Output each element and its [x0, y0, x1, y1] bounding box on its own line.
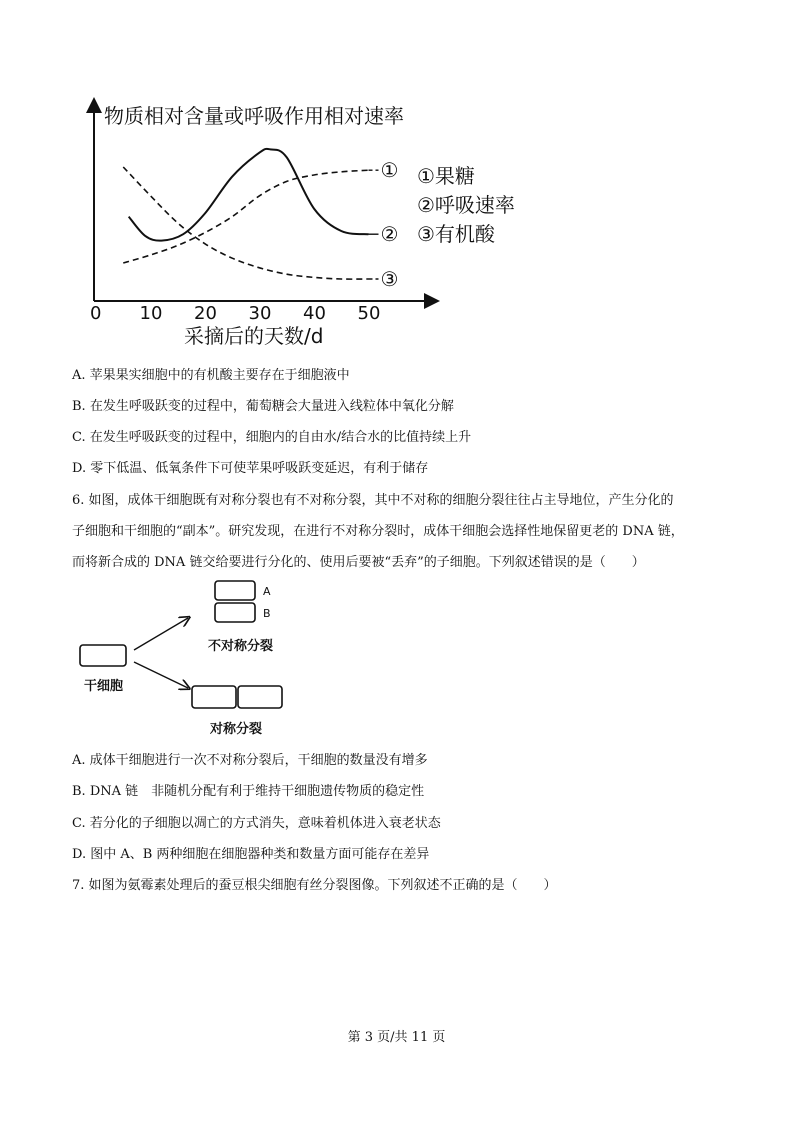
- q6-option-b: B. DNA 链 非随机分配有利于维持干细胞遗传物质的稳定性: [72, 784, 425, 799]
- symmetric-division-label: 对称分裂: [210, 722, 263, 737]
- q6-stem-line-1: 6. 如图，成体干细胞既有对称分裂也有不对称分裂，其中不对称的细胞分裂往往占主导地位，产生分化的: [72, 493, 674, 508]
- page-footer: 第 3 页/共 11 页: [347, 1030, 446, 1045]
- x-tick-label: 0: [90, 303, 102, 324]
- chart-legend: [417, 164, 515, 246]
- stem-cell-division-diagram: [70, 578, 310, 743]
- q6-option-c: C. 若分化的子细胞以凋亡的方式消失，意味着机体进入衰老状态: [72, 816, 441, 831]
- x-tick-label: 40: [303, 303, 326, 324]
- stem-cell-label: 干细胞: [84, 679, 124, 694]
- cell-b-box: [215, 603, 255, 622]
- series-organic-acid-line: [123, 167, 368, 279]
- marker-1: ①: [380, 158, 399, 183]
- stem-cell-box: [80, 645, 126, 666]
- x-tick-label: 10: [139, 303, 163, 324]
- q5-option-c: C. 在发生呼吸跃变的过程中，细胞内的自由水/结合水的比值持续上升: [72, 430, 472, 445]
- legend-entry: ②呼吸速率: [417, 193, 515, 217]
- q6-option-a: A. 成体干细胞进行一次不对称分裂后，干细胞的数量没有增多: [72, 753, 428, 768]
- arrow-to-symmetric: [134, 662, 188, 688]
- series-markers: [369, 158, 399, 291]
- series-layer: [123, 149, 368, 279]
- marker-2: ②: [380, 222, 399, 247]
- q7-stem: 7. 如图为氨霉素处理后的蚕豆根尖细胞有丝分裂图像。下列叙述不正确的是（ ）: [72, 878, 557, 893]
- symmetric-cell-left: [192, 686, 236, 708]
- symmetric-cell-right: [238, 686, 282, 708]
- arrow-to-asymmetric: [134, 618, 188, 650]
- legend-entry: ③有机酸: [417, 222, 495, 246]
- x-tick-label: 20: [194, 303, 217, 324]
- x-tick-label: 50: [357, 303, 381, 324]
- series-respiration-rate-line: [129, 149, 369, 241]
- x-tick-labels: [90, 303, 380, 324]
- q6-option-d: D. 图中 A、B 两种细胞在细胞器种类和数量方面可能存在差异: [72, 847, 430, 862]
- q6-stem-line-3: 而将新合成的 DNA 链交给要进行分化的、使用后要被“丢弃”的子细胞。下列叙述错误的是（ ）: [72, 555, 645, 570]
- cell-b-label: B: [263, 607, 271, 620]
- cell-a-box: [215, 581, 255, 600]
- x-axis-label: 采摘后的天数/d: [184, 324, 324, 348]
- series-fructose-line: [123, 170, 368, 263]
- q5-option-d: D. 零下低温、低氧条件下可使苹果呼吸跃变延迟，有利于储存: [72, 461, 429, 476]
- fruit-respiration-chart: [60, 95, 540, 355]
- x-tick-label: 30: [248, 303, 272, 324]
- marker-3: ③: [380, 267, 399, 291]
- legend-entry: ①果糖: [417, 164, 475, 188]
- q5-option-a: A. 苹果果实细胞中的有机酸主要存在于细胞液中: [72, 368, 350, 383]
- asymmetric-division-label: 不对称分裂: [208, 639, 274, 654]
- y-axis-label: 物质相对含量或呼吸作用相对速率: [104, 104, 404, 128]
- q5-option-b: B. 在发生呼吸跃变的过程中，葡萄糖会大量进入线粒体中氧化分解: [72, 399, 454, 414]
- cell-a-label: A: [263, 585, 271, 598]
- q6-stem-line-2: 子细胞和干细胞的“副本”。研究发现，在进行不对称分裂时，成体干细胞会选择性地保留更老的 DNA 链，: [72, 524, 684, 539]
